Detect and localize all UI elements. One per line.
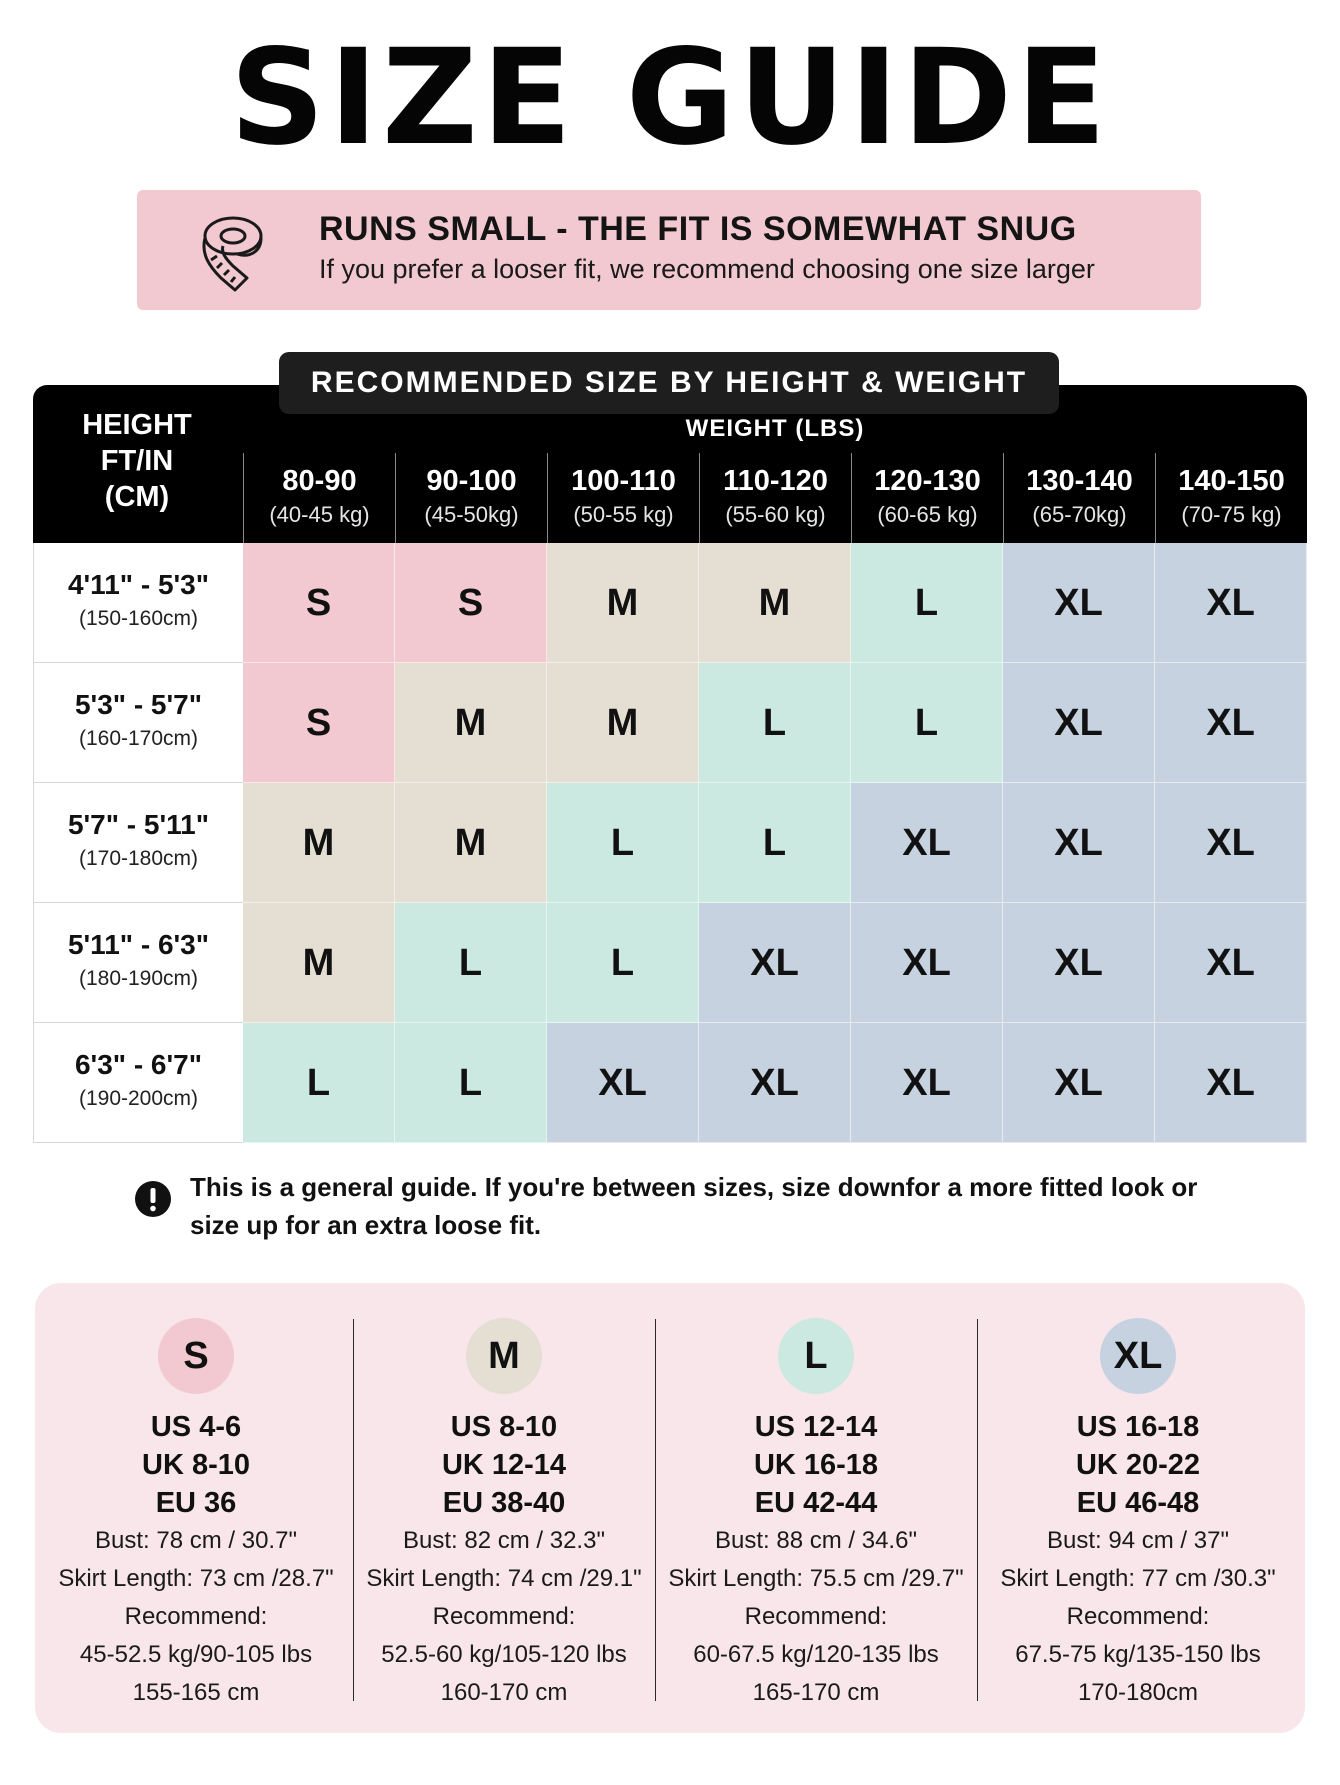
size-detail-weight: 45-52.5 kg/90-105 lbs	[79, 1641, 313, 1668]
size-code-uk: UK 20-22	[1075, 1449, 1201, 1481]
size-cell: L	[547, 903, 699, 1023]
size-conversion	[46, 1408, 346, 1522]
notice-headline: RUNS SMALL - THE FIT IS SOMEWHAT SNUG	[319, 210, 1077, 248]
card-divider	[655, 1319, 656, 1701]
weight-lbs-label: 80-90	[282, 465, 357, 497]
weight-kg-label: (45-50kg)	[424, 502, 519, 527]
size-cell: XL	[1155, 663, 1307, 783]
height-cm-label: (180-190cm)	[78, 967, 199, 990]
weight-kg-label: (65-70kg)	[1032, 502, 1127, 527]
size-cell: XL	[1155, 783, 1307, 903]
card-divider	[353, 1319, 354, 1701]
height-ft-label: 4'11" - 5'3"	[67, 569, 210, 600]
size-cell: M	[243, 783, 395, 903]
height-header-line: FT/IN	[100, 445, 174, 477]
height-ft-label: 5'7" - 5'11"	[67, 809, 210, 840]
size-code-us: US 4-6	[150, 1411, 242, 1443]
size-detail-weight: 67.5-75 kg/135-150 lbs	[1015, 1641, 1261, 1668]
height-row-header	[33, 663, 243, 783]
size-code-uk: UK 12-14	[441, 1449, 567, 1481]
height-header-line: HEIGHT	[82, 409, 192, 441]
weight-column-header	[699, 453, 851, 543]
size-cell: M	[395, 783, 547, 903]
note-text: This is a general guide. If you're between sizes, size downfor a more fitted look or size up for an extra loose fit.	[190, 1172, 1198, 1240]
weight-column-header	[1155, 453, 1307, 543]
weight-kg-label: (55-60 kg)	[725, 502, 826, 527]
size-cell: M	[395, 663, 547, 783]
card-divider	[977, 1319, 978, 1701]
height-ft-label: 5'11" - 6'3"	[67, 929, 210, 960]
size-detail-recommend: Recommend:	[1066, 1603, 1210, 1630]
weight-lbs-label: 140-150	[1178, 465, 1285, 497]
size-code-us: US 12-14	[754, 1411, 878, 1443]
size-cell: XL	[1155, 903, 1307, 1023]
size-cell: XL	[1003, 783, 1155, 903]
weight-lbs-label: 110-120	[723, 465, 828, 497]
size-cell: S	[243, 543, 395, 663]
size-cell: XL	[699, 1023, 851, 1143]
size-cell: XL	[851, 783, 1003, 903]
exclamation-icon	[134, 1180, 172, 1218]
size-cell: L	[699, 783, 851, 903]
height-row-header	[33, 1023, 243, 1143]
size-code-us: US 8-10	[450, 1411, 558, 1443]
weight-lbs-label: 130-140	[1026, 465, 1133, 497]
weight-column-header	[851, 453, 1003, 543]
weight-column-header	[547, 453, 699, 543]
page-title: SIZE GUIDE	[229, 21, 1111, 175]
size-conversion	[354, 1408, 654, 1522]
size-badge: S	[158, 1318, 234, 1394]
size-cell: L	[395, 1023, 547, 1143]
height-ft-label: 6'3" - 6'7"	[74, 1049, 203, 1080]
weight-kg-label: (60-65 kg)	[877, 502, 978, 527]
height-header	[33, 407, 241, 515]
size-cell: XL	[547, 1023, 699, 1143]
size-detail-weight: 52.5-60 kg/105-120 lbs	[381, 1641, 627, 1668]
size-code-us: US 16-18	[1076, 1411, 1200, 1443]
height-header-line: (CM)	[104, 481, 170, 513]
size-code-uk: UK 8-10	[142, 1449, 250, 1481]
size-cell: M	[699, 543, 851, 663]
weight-column-header	[395, 453, 547, 543]
size-cell: L	[699, 663, 851, 783]
weight-header: WEIGHT (LBS)	[685, 415, 865, 442]
size-badge: XL	[1100, 1318, 1176, 1394]
size-detail-bust: Bust: 78 cm / 30.7"	[95, 1527, 297, 1554]
size-cell: L	[547, 783, 699, 903]
size-code-eu: EU 46-48	[1076, 1487, 1200, 1519]
notice-subtext: If you prefer a looser fit, we recommend choosing one size larger	[319, 254, 1095, 284]
size-detail-recommend: Recommend:	[744, 1603, 888, 1630]
size-detail-skirt: Skirt Length: 75.5 cm /29.7"	[668, 1565, 964, 1592]
weight-lbs-label: 90-100	[426, 465, 517, 497]
size-detail-recommend: Recommend:	[124, 1603, 268, 1630]
size-cell: XL	[851, 1023, 1003, 1143]
height-cm-label: (160-170cm)	[78, 727, 199, 750]
size-cell: XL	[1155, 1023, 1307, 1143]
size-cell: XL	[1003, 903, 1155, 1023]
size-code-uk: UK 16-18	[753, 1449, 879, 1481]
size-detail-skirt: Skirt Length: 74 cm /29.1"	[366, 1565, 642, 1592]
size-cell: L	[395, 903, 547, 1023]
size-cell: XL	[1155, 543, 1307, 663]
size-detail-height: 160-170 cm	[440, 1679, 568, 1706]
size-cell: L	[243, 1023, 395, 1143]
size-conversion	[666, 1408, 966, 1522]
size-conversion	[988, 1408, 1288, 1522]
fit-notice	[137, 190, 1201, 310]
weight-kg-label: (40-45 kg)	[269, 502, 370, 527]
size-card	[988, 1283, 1288, 1733]
weight-column-header	[1003, 453, 1155, 543]
size-detail-recommend: Recommend:	[432, 1603, 576, 1630]
size-detail-skirt: Skirt Length: 73 cm /28.7"	[58, 1565, 334, 1592]
height-ft-label: 5'3" - 5'7"	[74, 689, 203, 720]
size-card	[46, 1283, 346, 1733]
size-cell: L	[851, 543, 1003, 663]
size-detail-bust: Bust: 82 cm / 32.3"	[403, 1527, 605, 1554]
height-row-header	[33, 903, 243, 1023]
size-cell: XL	[699, 903, 851, 1023]
size-cell: L	[851, 663, 1003, 783]
size-detail-weight: 60-67.5 kg/120-135 lbs	[693, 1641, 939, 1668]
size-detail-height: 155-165 cm	[132, 1679, 260, 1706]
height-cm-label: (190-200cm)	[78, 1087, 199, 1110]
size-badge: L	[778, 1318, 854, 1394]
height-row-header	[33, 783, 243, 903]
section-banner: RECOMMENDED SIZE BY HEIGHT & WEIGHT	[279, 352, 1059, 414]
size-cell: XL	[1003, 663, 1155, 783]
size-card	[666, 1283, 966, 1733]
size-detail-bust: Bust: 88 cm / 34.6"	[715, 1527, 917, 1554]
size-cell: S	[395, 543, 547, 663]
size-badge: M	[466, 1318, 542, 1394]
size-code-eu: EU 38-40	[442, 1487, 566, 1519]
size-code-eu: EU 42-44	[754, 1487, 878, 1519]
size-cell: XL	[1003, 543, 1155, 663]
weight-kg-label: (70-75 kg)	[1181, 502, 1282, 527]
size-cell: XL	[1003, 1023, 1155, 1143]
size-card	[354, 1283, 654, 1733]
size-cards	[35, 1283, 1305, 1733]
weight-lbs-label: 120-130	[874, 465, 981, 497]
measuring-tape-icon	[181, 208, 269, 296]
size-detail-skirt: Skirt Length: 77 cm /30.3"	[1000, 1565, 1276, 1592]
size-detail-bust: Bust: 94 cm / 37"	[1047, 1527, 1229, 1554]
height-cm-label: (150-160cm)	[78, 607, 199, 630]
height-cm-label: (170-180cm)	[78, 847, 199, 870]
size-code-eu: EU 36	[155, 1487, 237, 1519]
size-detail-height: 170-180cm	[1077, 1679, 1199, 1706]
weight-kg-label: (50-55 kg)	[573, 502, 674, 527]
weight-lbs-label: 100-110	[571, 465, 676, 497]
height-row-header	[33, 543, 243, 663]
size-table	[33, 385, 1307, 1147]
size-cell: XL	[851, 903, 1003, 1023]
size-cell: S	[243, 663, 395, 783]
weight-column-header	[243, 453, 395, 543]
size-detail-height: 165-170 cm	[752, 1679, 880, 1706]
size-cell: M	[547, 663, 699, 783]
size-cell: M	[547, 543, 699, 663]
size-cell: M	[243, 903, 395, 1023]
